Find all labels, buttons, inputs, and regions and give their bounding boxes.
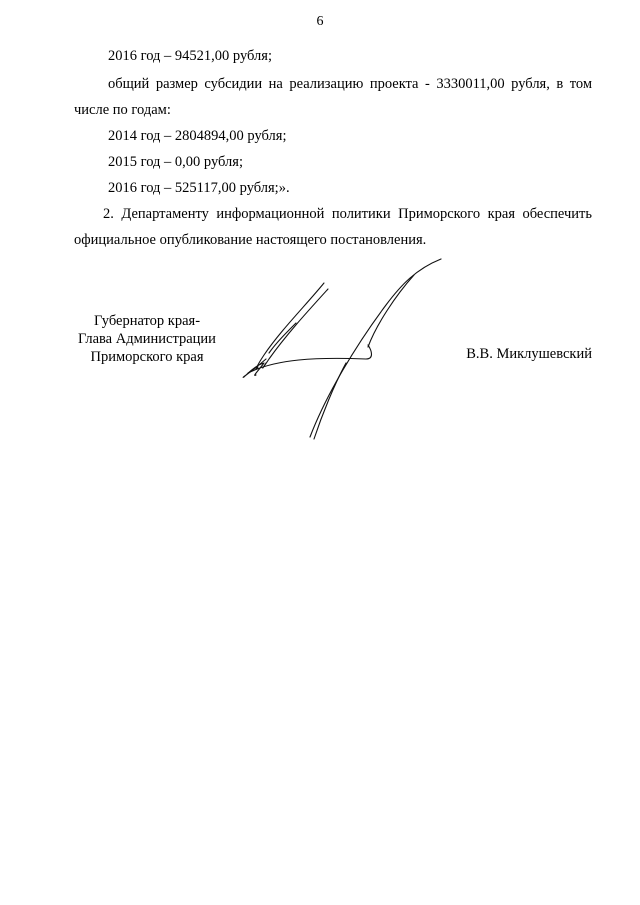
- text-line-2016-a: 2016 год – 94521,00 рубля;: [108, 48, 272, 64]
- text-line-item2-1: 2. Департаменту информационной политики Приморского края обеспечить: [103, 206, 592, 222]
- text-line-item2-2: официальное опубликование настоящего постановления.: [74, 232, 427, 248]
- text-line-subsidy-2: числе по годам:: [74, 102, 171, 118]
- text-line-2016-b: 2016 год – 525117,00 рубля;».: [108, 180, 290, 196]
- signatory-title-line-2: Глава Администрации: [78, 331, 216, 347]
- signatory-title-line-1: Губернатор края-: [93, 313, 201, 329]
- page-number: 6: [316, 14, 324, 29]
- signatory-title: [62, 312, 232, 366]
- signatory-name: В.В. Миклушевский: [466, 346, 592, 362]
- handwritten-signature: [236, 255, 446, 445]
- text-line-2014: 2014 год – 2804894,00 рубля;: [108, 128, 287, 144]
- text-line-2015: 2015 год – 0,00 рубля;: [108, 154, 243, 170]
- text-line-subsidy-1: общий размер субсидии на реализацию проекта - 3330011,00 рубля, в том: [108, 76, 592, 92]
- signatory-title-line-3: Приморского края: [90, 349, 204, 365]
